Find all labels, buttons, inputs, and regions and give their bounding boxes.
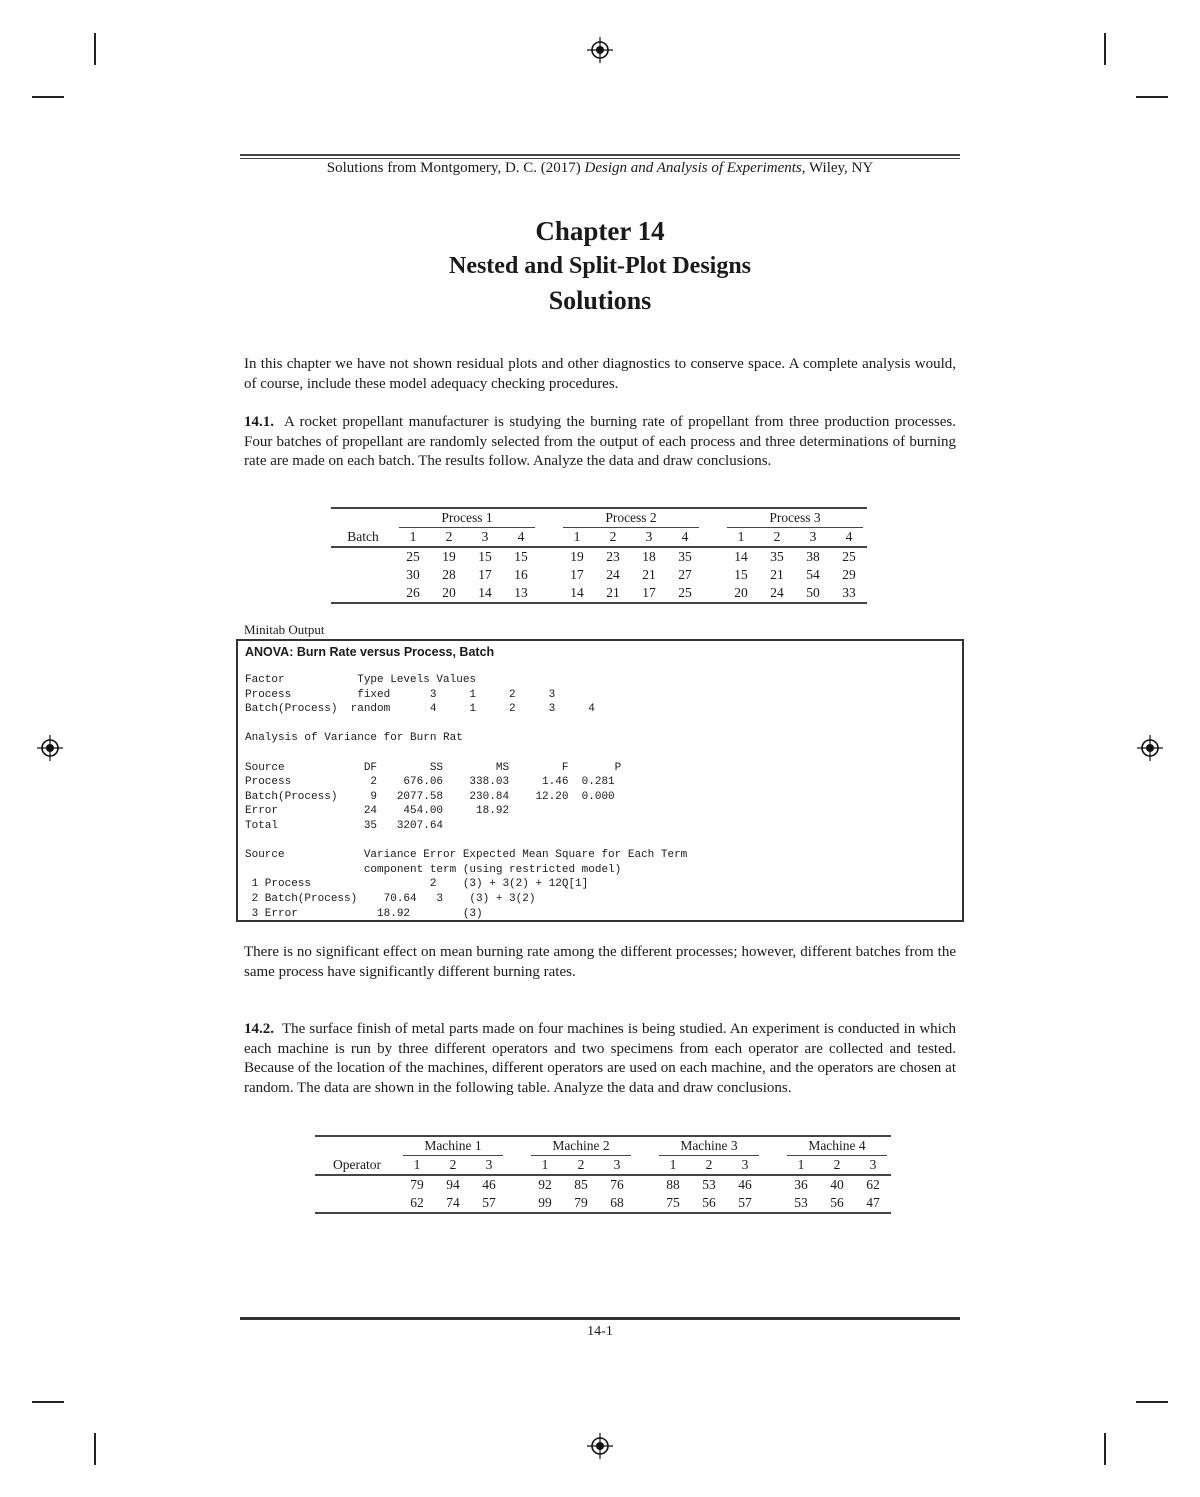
burning-rate-table [331,507,867,604]
running-header [240,160,960,177]
table-cell: 79 [410,1177,424,1192]
chapter-number: Chapter 14 [535,216,665,246]
header-publisher: , Wiley, NY [801,160,874,176]
level-header: 3 [467,528,503,547]
table-cell: 94 [446,1177,460,1192]
page-number: 14-1 [587,1324,613,1339]
table-cell: 25 [667,584,703,603]
group-header-label: Machine 4 [787,1137,887,1156]
header-citation: Solutions from Montgomery, D. C. (2017) [326,160,585,176]
problem-14-1-statement [244,413,956,472]
crop-mark [32,96,64,98]
table-cell: 29 [842,567,856,582]
table-cell: 18 [642,549,656,564]
table-cell: 68 [599,1194,635,1213]
table-cell: 21 [770,567,784,582]
level-header: 2 [691,1156,727,1175]
footer-rule [240,1317,960,1320]
table-cell: 28 [442,567,456,582]
minitab-label: Minitab Output [244,622,325,637]
table-cell: 30 [406,567,420,582]
table-gap [703,566,723,584]
table-cell: 46 [738,1177,752,1192]
header-rule [240,154,960,156]
group-header [399,1136,507,1156]
table-cell: 38 [806,549,820,564]
table-cell: 23 [606,549,620,564]
group-header-label: Machine 1 [403,1137,503,1156]
surface-finish-table-wrap [315,1135,891,1214]
table-gap [507,1175,527,1194]
table-cell: 57 [727,1194,763,1213]
table-cell: 27 [678,567,692,582]
table-gap [703,547,723,566]
level-header: 4 [503,528,539,547]
table-cell: 15 [514,549,528,564]
problem-14-1-conclusion: There is no significant effect on mean burning rate among the different processes; however, different batches from the same process have significantly different burning rates. [244,944,956,980]
table-cell: 17 [570,567,584,582]
registration-mark-icon [587,37,613,63]
table-row-label [315,1194,399,1213]
minitab-output-box [236,639,964,922]
table-cell: 56 [819,1194,855,1213]
table-cell: 26 [395,584,431,603]
table-cell: 50 [795,584,831,603]
table-cell: 85 [574,1177,588,1192]
level-header: 1 [655,1156,691,1175]
level-header: 1 [399,1156,435,1175]
table-cell: 88 [666,1177,680,1192]
chapter-title: Nested and Split-Plot Designs [448,253,752,279]
level-header: 2 [435,1156,471,1175]
level-header: 1 [527,1156,563,1175]
table-gap [635,1175,655,1194]
registration-mark-icon [37,735,63,761]
table-cell: 46 [482,1177,496,1192]
level-header: 1 [395,528,431,547]
table-gap [763,1136,783,1156]
level-header: 3 [727,1156,763,1175]
table-gap [635,1136,655,1156]
table-cell: 14 [559,584,595,603]
crop-mark [1136,1401,1168,1403]
group-header [783,1136,891,1156]
table-row-label [315,1175,399,1194]
table-gap [703,508,723,528]
table-cell: 17 [478,567,492,582]
crop-mark [94,1433,96,1465]
level-header: 2 [595,528,631,547]
table-gap [507,1136,527,1156]
table-cell: 25 [406,549,420,564]
level-header: 2 [819,1156,855,1175]
level-header: 4 [831,528,867,547]
intro-paragraph: In this chapter we have not shown residual plots and other diagnostics to conserve space. A complete analysis would, of course, include these model adequacy checking procedures. [244,356,956,392]
table-cell: 92 [538,1177,552,1192]
table-gap [635,1194,655,1213]
table-cell: 53 [702,1177,716,1192]
level-header: 2 [759,528,795,547]
table-cell: 17 [631,584,667,603]
table-gap [635,1156,655,1175]
crop-mark [1104,1433,1106,1465]
group-header-label: Machine 2 [531,1137,631,1156]
table-cell: 24 [606,567,620,582]
chapter-subtitle: Solutions [548,286,652,315]
registration-mark-icon [1137,735,1163,761]
table-gap [703,528,723,547]
crop-mark [94,33,96,65]
table-cell: 14 [734,549,748,564]
table-row [331,547,867,566]
table-cell: 13 [503,584,539,603]
header-rule [240,158,960,159]
table-cell: 36 [794,1177,808,1192]
table-cell: 53 [783,1194,819,1213]
table-cell: 14 [467,584,503,603]
table-cell: 74 [435,1194,471,1213]
table-gap [539,584,559,603]
table-corner [315,1136,399,1156]
table-row [315,1175,891,1194]
table-gap [763,1156,783,1175]
table-corner [331,508,395,528]
table-cell: 62 [866,1177,880,1192]
group-header [527,1136,635,1156]
level-header: 3 [795,528,831,547]
table-cell: 25 [842,549,856,564]
table-cell: 56 [691,1194,727,1213]
level-header: 3 [631,528,667,547]
table-gap [539,528,559,547]
table-cell: 24 [759,584,795,603]
table-cell: 62 [399,1194,435,1213]
table-gap [763,1175,783,1194]
burning-rate-table-wrap [331,507,867,604]
table-gap [763,1194,783,1213]
table-cell: 15 [478,549,492,564]
group-header-label: Process 2 [563,509,699,528]
table-gap [539,547,559,566]
table-row-label [331,584,395,603]
table-row [331,566,867,584]
level-header: 4 [667,528,703,547]
table-gap [507,1194,527,1213]
minitab-heading: ANOVA: Burn Rate versus Process, Batch [245,645,495,659]
problem-text: The surface finish of metal parts made on four machines is being studied. An experiment is conducted in which each machine is run by three different operators and two specimens from each operator are collected and tested. Because of the location of the machines, different operators are used on each machine, and the operators are chosen at random. The data are shown in the following table. Analyze the data and draw conclusions. [244,1021,956,1096]
level-header: 3 [471,1156,507,1175]
header-book-title: Design and Analysis of Experiments [584,160,802,176]
crop-mark [1104,33,1106,65]
table-cell: 76 [610,1177,624,1192]
table-cell: 35 [770,549,784,564]
table-cell: 47 [855,1194,891,1213]
table-cell: 20 [431,584,467,603]
table-gap [539,566,559,584]
level-header: 3 [855,1156,891,1175]
table-cell: 35 [678,549,692,564]
table-cell: 79 [563,1194,599,1213]
problem-text: A rocket propellant manufacturer is studying the burning rate of propellant from three production processes. Four batches of propellant are randomly selected from the output of each process and three determinations of burning rate are made on each batch. The results follow. Analyze the data and draw conclusions. [244,414,956,469]
table-cell: 16 [514,567,528,582]
table-cell: 75 [655,1194,691,1213]
table-cell: 15 [734,567,748,582]
level-header: 1 [559,528,595,547]
problem-14-2-statement [244,1020,956,1098]
table-cell: 99 [527,1194,563,1213]
minitab-output: Factor Type Levels Values Process fixed 3 1 2 3 Batch(Process) random 4 1 2 3 4 Analysis of Variance for Burn Rat Source DF SS MS F P Process 2 676.06 338.03 1.46 0.281 Batch(Process) 9 2077.58 230.84 12.20 0.000 Error 24 454.00 18.92 Total 35 3207.64 Source Variance Error Expected Mean Square for Each Term component term (using restricted model) 1 Process 2 (3) + 3(2) + 12Q[1] 2 Batch(Process) 70.64 3 (3) + 3(2) 3 Error 18.92 (3) [245,674,688,920]
table-row-label [331,547,395,566]
group-header [559,508,703,528]
group-header-label: Process 1 [399,509,535,528]
group-header-label: Process 3 [727,509,863,528]
table-cell: 40 [830,1177,844,1192]
group-header [395,508,539,528]
problem-label: 14.2. [244,1021,274,1037]
table-row-label [331,566,395,584]
crop-mark [1136,96,1168,98]
row-label-header: Operator [315,1156,399,1175]
level-header: 1 [783,1156,819,1175]
level-header: 3 [599,1156,635,1175]
table-cell: 21 [595,584,631,603]
table-gap [507,1156,527,1175]
surface-finish-table [315,1135,891,1214]
table-row [331,584,867,603]
level-header: 1 [723,528,759,547]
table-cell: 21 [642,567,656,582]
table-cell: 33 [831,584,867,603]
level-header: 2 [563,1156,599,1175]
table-gap [539,508,559,528]
group-header [723,508,867,528]
crop-mark [32,1401,64,1403]
group-header-label: Machine 3 [659,1137,759,1156]
registration-mark-icon [587,1433,613,1459]
table-cell: 19 [570,549,584,564]
row-label-header: Batch [331,528,395,547]
table-row [315,1194,891,1213]
table-gap [703,584,723,603]
table-cell: 19 [442,549,456,564]
level-header: 2 [431,528,467,547]
table-cell: 57 [471,1194,507,1213]
group-header [655,1136,763,1156]
table-cell: 54 [806,567,820,582]
problem-label: 14.1. [244,414,274,430]
table-cell: 20 [723,584,759,603]
